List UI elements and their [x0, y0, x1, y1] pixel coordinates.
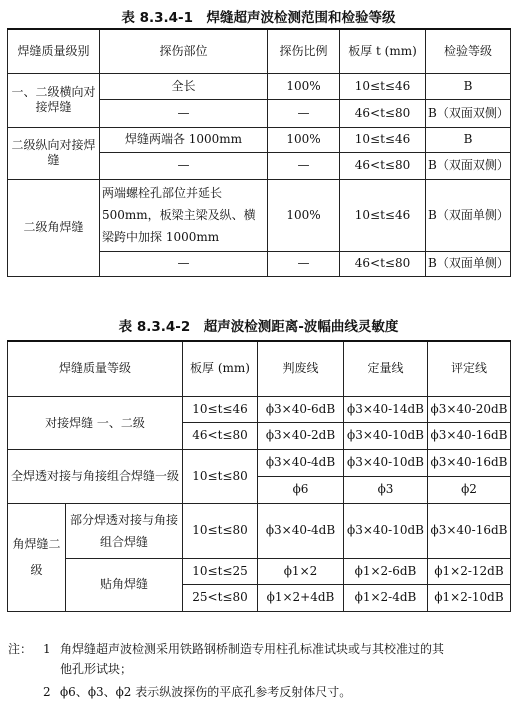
cell-reject: ϕ3×40-4dB: [258, 503, 344, 558]
cell-eval: ϕ1×2-12dB: [428, 558, 511, 584]
cell-grade: 一、二级横向对接焊缝: [8, 73, 100, 127]
cell-ratio: 100%: [268, 179, 340, 251]
header-reject-line: 判废线: [258, 341, 344, 396]
cell-ratio: 100%: [268, 73, 340, 99]
table-sensitivity: [7, 340, 511, 612]
cell-eval: ϕ2: [428, 476, 511, 503]
cell-thickness: 10≤t≤46: [340, 73, 426, 99]
cell-quant: ϕ3: [344, 476, 428, 503]
notes-label: 注：: [8, 642, 33, 656]
cell-location: —: [100, 99, 268, 127]
table2-caption: 表 8.3.4-2 超声波检测距离-波幅曲线灵敏度: [118, 319, 399, 335]
cell-thickness: 46<t≤80: [340, 152, 426, 179]
cell-level: B（双面双侧）: [426, 152, 511, 179]
cell-thickness: 10≤t≤46: [183, 396, 258, 422]
header-thickness: 板厚 (mm): [183, 341, 258, 396]
cell-reject: ϕ3×40-6dB: [258, 396, 344, 422]
cell-grade: 二级角焊缝: [8, 179, 100, 276]
cell-thickness: 46<t≤80: [183, 422, 258, 449]
cell-location: —: [100, 251, 268, 276]
cell-ratio: —: [268, 251, 340, 276]
cell-level: B（双面单侧）: [426, 251, 511, 276]
header-weld-grade: 焊缝质量等级: [8, 341, 183, 396]
cell-ratio: —: [268, 152, 340, 179]
cell-ratio: 100%: [268, 127, 340, 152]
cell-reject: ϕ1×2+4dB: [258, 584, 344, 611]
cell-reject: ϕ3×40-2dB: [258, 422, 344, 449]
cell-thickness: 10≤t≤46: [340, 179, 426, 251]
cell-location: 两端螺栓孔部位并延长500mm，板梁主梁及纵、横梁跨中加探 1000mm: [100, 179, 268, 251]
cell-level: B（双面单侧）: [426, 179, 511, 251]
cell-thickness: 46<t≤80: [340, 99, 426, 127]
cell-eval: ϕ3×40-20dB: [428, 396, 511, 422]
header-weld-grade: 焊缝质量级别: [8, 29, 100, 73]
cell-reject: ϕ6: [258, 476, 344, 503]
note1-line1: 角焊缝超声波检测采用铁路钢桥制造专用柱孔标准试块或与其校准过的其: [60, 642, 445, 656]
note1-line2: 他孔形试块；: [60, 662, 133, 676]
table1-caption: 表 8.3.4-1 焊缝超声波检测范围和检验等级: [121, 10, 396, 26]
cell-subgrade: 贴角焊缝: [66, 558, 183, 611]
header-inspect-level: 检验等级: [426, 29, 511, 73]
cell-thickness: 10≤t≤80: [183, 503, 258, 558]
cell-quant: ϕ1×2-4dB: [344, 584, 428, 611]
header-eval-line: 评定线: [428, 341, 511, 396]
note2-text: ϕ6、ϕ3、ϕ2 表示纵波探伤的平底孔参考反射体尺寸。: [60, 685, 352, 699]
cell-subgrade: 部分焊透对接与角接组合焊缝: [66, 503, 183, 558]
cell-thickness: 10≤t≤25: [183, 558, 258, 584]
table-weld-inspection-range: [7, 28, 511, 277]
cell-level: B: [426, 127, 511, 152]
cell-ratio: —: [268, 99, 340, 127]
cell-grade: 对接焊缝 一、二级: [8, 396, 183, 449]
cell-thickness: 46<t≤80: [340, 251, 426, 276]
cell-grade: 二级纵向对接焊缝: [8, 127, 100, 179]
cell-grade: 角焊缝二级: [8, 503, 66, 611]
cell-location: 全长: [100, 73, 268, 99]
note2-number: 2: [43, 685, 51, 699]
header-thickness: 板厚 t (mm): [340, 29, 426, 73]
cell-location: 焊缝两端各 1000mm: [100, 127, 268, 152]
header-inspect-ratio: 探伤比例: [268, 29, 340, 73]
cell-location: —: [100, 152, 268, 179]
header-inspect-location: 探伤部位: [100, 29, 268, 73]
cell-quant: ϕ3×40-10dB: [344, 422, 428, 449]
cell-eval: ϕ3×40-16dB: [428, 503, 511, 558]
cell-thickness: 25<t≤80: [183, 584, 258, 611]
cell-eval: ϕ3×40-16dB: [428, 449, 511, 476]
header-quant-line: 定量线: [344, 341, 428, 396]
cell-eval: ϕ1×2-10dB: [428, 584, 511, 611]
cell-quant: ϕ3×40-10dB: [344, 503, 428, 558]
cell-thickness: 10≤t≤80: [183, 449, 258, 503]
cell-reject: ϕ3×40-4dB: [258, 449, 344, 476]
cell-level: B: [426, 73, 511, 99]
cell-reject: ϕ1×2: [258, 558, 344, 584]
cell-grade: 全焊透对接与角接组合焊缝一级: [8, 449, 183, 503]
cell-quant: ϕ3×40-14dB: [344, 396, 428, 422]
note1-number: 1: [43, 642, 51, 656]
cell-level: B（双面双侧）: [426, 99, 511, 127]
cell-eval: ϕ3×40-16dB: [428, 422, 511, 449]
cell-quant: ϕ3×40-10dB: [344, 449, 428, 476]
cell-thickness: 10≤t≤46: [340, 127, 426, 152]
cell-quant: ϕ1×2-6dB: [344, 558, 428, 584]
